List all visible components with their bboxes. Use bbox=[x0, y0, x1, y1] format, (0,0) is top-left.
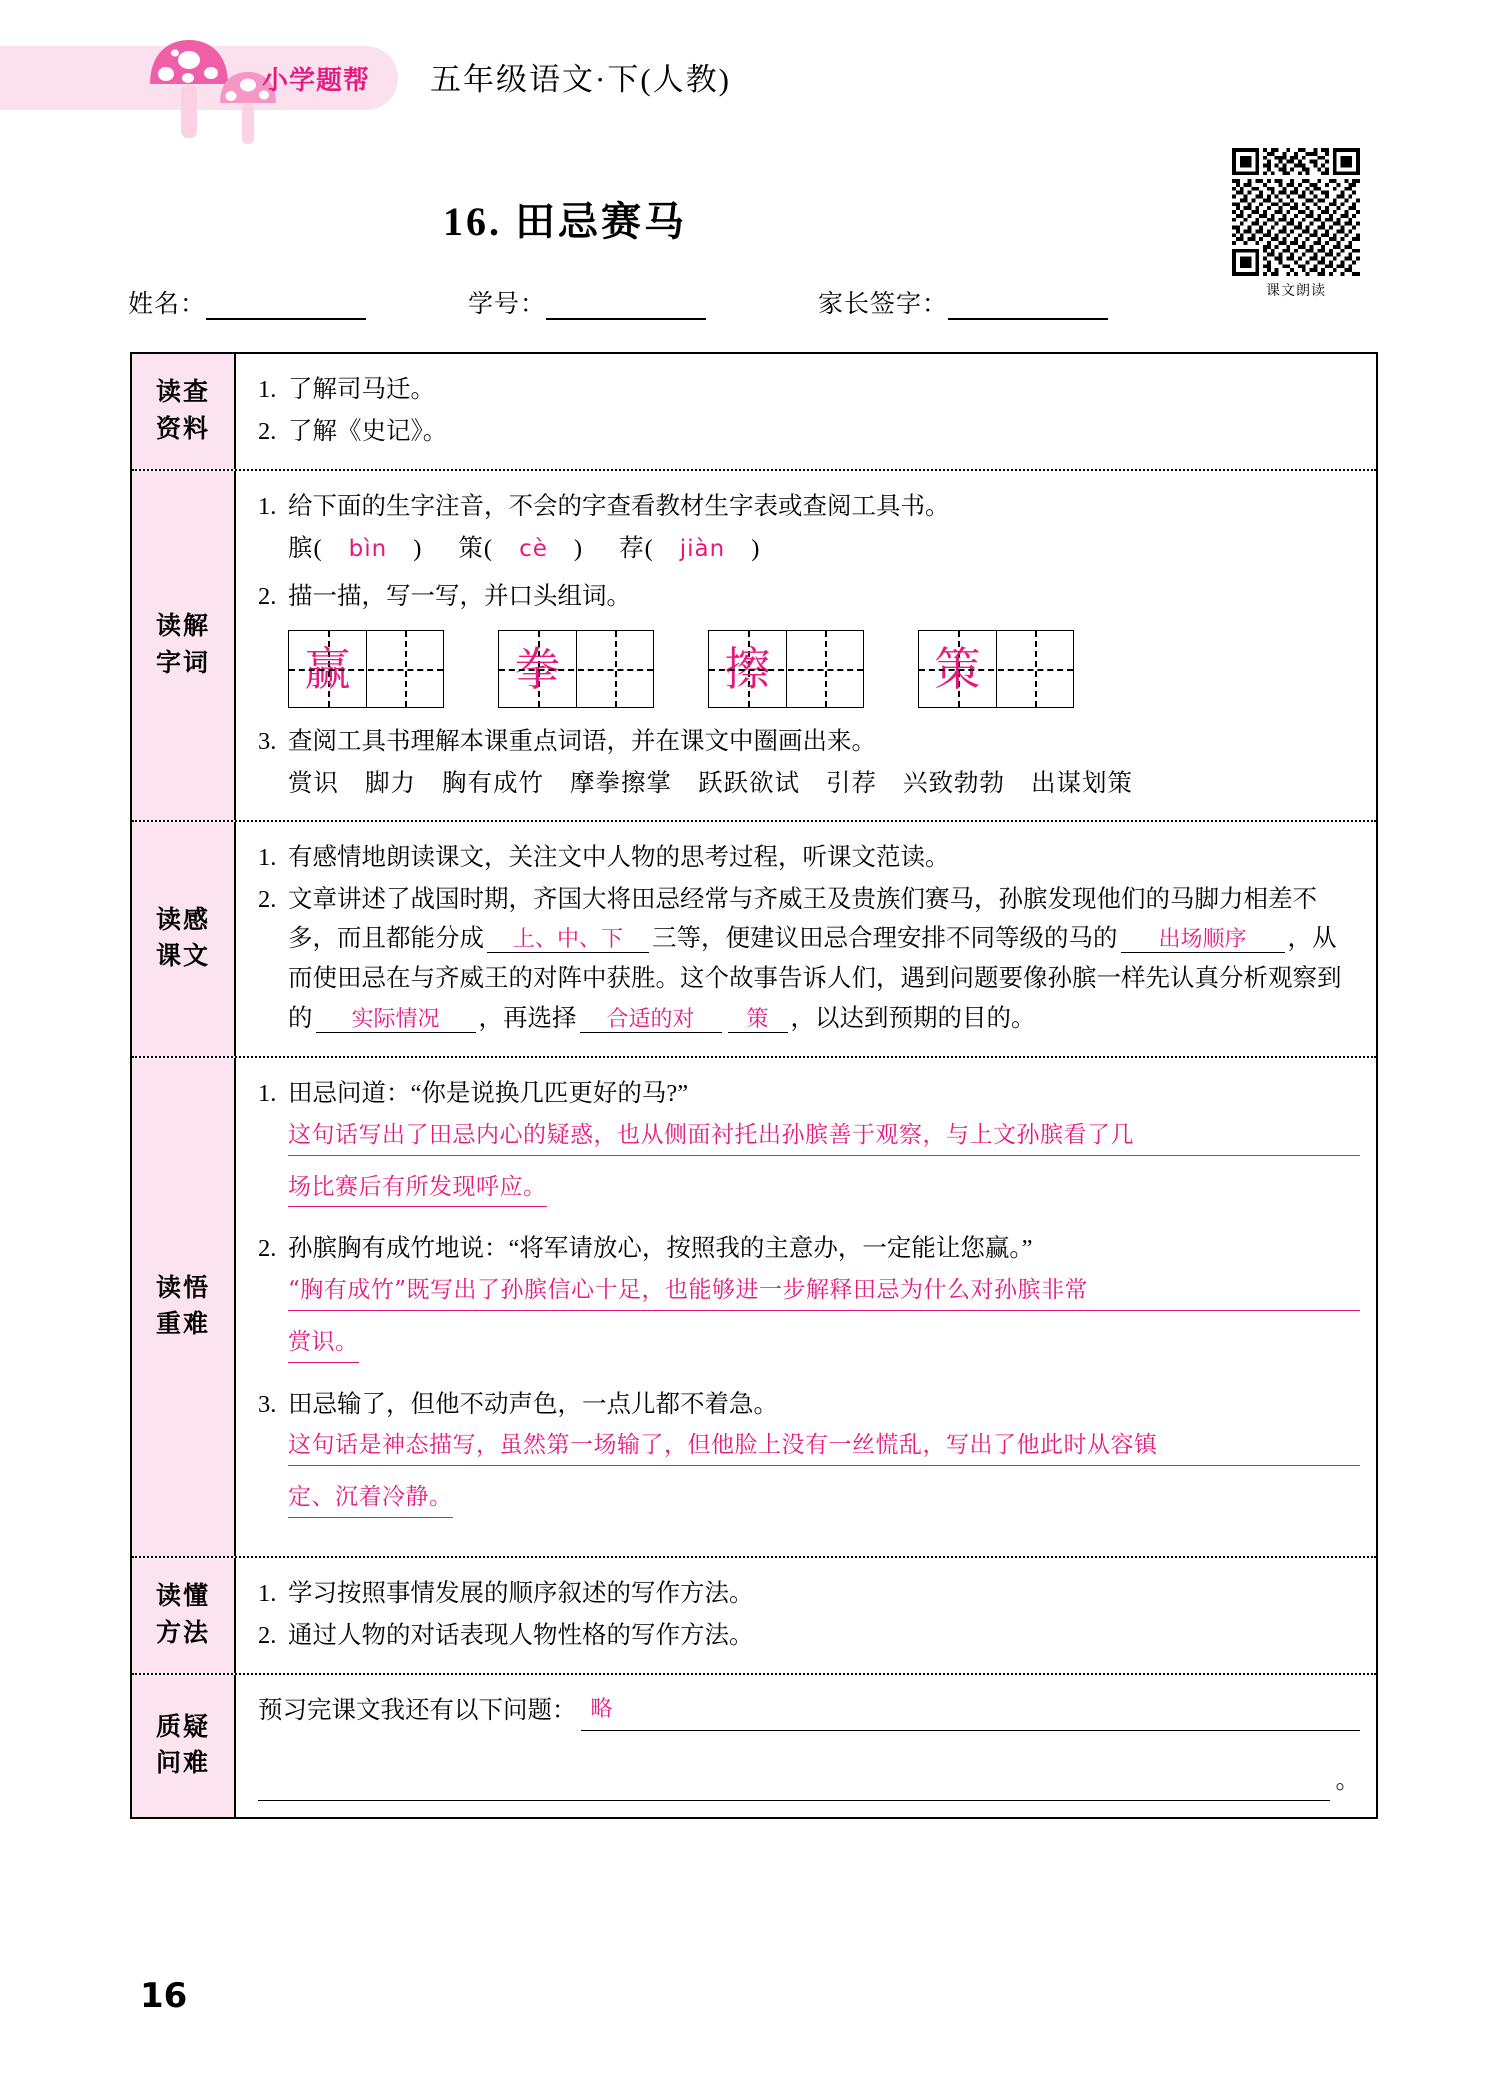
cloze-blank-2[interactable]: 出场顺序 bbox=[1121, 927, 1285, 953]
paren-open: ( bbox=[483, 535, 494, 563]
cloze-segment: ，以达到预期的目的。 bbox=[790, 1004, 1036, 1032]
cloze-paragraph bbox=[258, 880, 1360, 1039]
list-item bbox=[258, 577, 1360, 617]
item-number: 1. bbox=[258, 1579, 277, 1607]
section-label-line1: 质疑 bbox=[155, 1713, 210, 1741]
list-item bbox=[258, 487, 1360, 527]
section-label-line2: 问难 bbox=[155, 1749, 210, 1777]
qr-code-block[interactable] bbox=[1232, 148, 1360, 300]
pinyin-answer[interactable]: jiàn bbox=[679, 536, 726, 563]
answer-line[interactable]: 定、沉着冷静。 bbox=[288, 1483, 453, 1518]
item-number: 2. bbox=[258, 417, 277, 445]
name-input[interactable] bbox=[206, 318, 366, 320]
tianzige-grid[interactable] bbox=[918, 630, 1074, 708]
character-practice-grids bbox=[288, 630, 1360, 708]
parent-signature-input[interactable] bbox=[948, 318, 1108, 320]
pinyin-answer[interactable]: cè bbox=[519, 536, 548, 563]
cloze-segment: 三等，便建议田忌合理安排不同等级 bbox=[652, 925, 1044, 953]
worksheet-table bbox=[130, 352, 1378, 1819]
paren-close: ) bbox=[751, 535, 761, 563]
pinyin-char: 膑 bbox=[288, 535, 314, 563]
list-item bbox=[258, 1229, 1360, 1269]
key-word: 出谋划策 bbox=[1031, 770, 1133, 798]
list-item bbox=[258, 1574, 1360, 1614]
pinyin-answer[interactable]: bìn bbox=[348, 536, 388, 563]
section-label-line2: 课文 bbox=[155, 943, 210, 971]
section-label-line1: 读感 bbox=[155, 906, 210, 934]
end-punctuation: 。 bbox=[1335, 1766, 1360, 1794]
section-body-method bbox=[236, 1558, 1376, 1673]
student-number-field[interactable] bbox=[468, 284, 706, 320]
practice-character: 擦 bbox=[724, 642, 771, 697]
cloze-segment: 文章讲述了战国时期，齐国大将田忌经常与齐威王及贵族们赛马，孙膑发现他们的 bbox=[288, 885, 1170, 913]
answer-line[interactable]: 这句话是神态描写，虽然第一场输了，但他脸上没有一丝慌乱，写出了他此时从容镇 bbox=[288, 1431, 1360, 1466]
item-text: 通过人物的对话表现人物性格的写作方法。 bbox=[288, 1621, 754, 1649]
answer-line[interactable]: 这句话写出了田忌内心的疑惑，也从侧面衬托出孙膑善于观察，与上文孙膑看了几 bbox=[288, 1121, 1360, 1156]
section-label-method bbox=[132, 1558, 236, 1673]
answer-line[interactable]: “胸有成竹”既写出了孙膑信心十足，也能够进一步解释田忌为什么对孙膑非常 bbox=[288, 1276, 1360, 1311]
cloze-segment: ，再选择 bbox=[478, 1004, 577, 1032]
item-number: 3. bbox=[258, 1390, 277, 1418]
item-text: 查阅工具书理解本课重点词语，并在课文中圈画出来。 bbox=[288, 728, 876, 756]
paren-close: ) bbox=[573, 535, 584, 563]
section-research bbox=[132, 354, 1376, 471]
name-field[interactable] bbox=[128, 284, 366, 320]
qr-caption: 课文朗读 bbox=[1266, 284, 1326, 299]
key-word: 赏识 bbox=[288, 770, 339, 798]
section-label-vocab bbox=[132, 471, 236, 819]
tianzige-cell-blank bbox=[366, 631, 443, 707]
doubt-answer-row-2 bbox=[258, 1761, 1360, 1801]
item-number: 1. bbox=[258, 843, 277, 871]
section-label-research bbox=[132, 354, 236, 469]
item-text: 给下面的生字注音，不会的字查看教材生字表或查阅工具书。 bbox=[288, 493, 950, 521]
cloze-blank-3[interactable]: 实际情况 bbox=[316, 1007, 476, 1033]
student-number-label: 学号： bbox=[468, 291, 547, 318]
practice-character: 赢 bbox=[304, 642, 351, 697]
list-item bbox=[258, 722, 1360, 762]
cloze-segment: ，从而使田忌在与齐威王的对阵中获胜。这个故事告诉人们， bbox=[288, 925, 1337, 992]
key-words-list bbox=[288, 764, 1360, 804]
key-word: 引荐 bbox=[826, 770, 877, 798]
item-text: 描一描，写一写，并口头组词。 bbox=[288, 582, 631, 610]
section-feel bbox=[132, 822, 1376, 1058]
section-body-feel bbox=[236, 822, 1376, 1056]
item-text: 田忌问道：“你是说换几匹更好的马?” bbox=[288, 1080, 689, 1108]
parent-signature-label: 家长签字： bbox=[818, 291, 949, 318]
item-number: 2. bbox=[258, 885, 277, 913]
question-block bbox=[258, 1074, 1360, 1217]
key-word: 摩拳擦掌 bbox=[570, 770, 672, 798]
qr-code-icon[interactable] bbox=[1232, 148, 1360, 276]
item-text: 了解《史记》。 bbox=[288, 417, 448, 445]
logo-label: 小学题帮 bbox=[262, 66, 371, 96]
cloze-blank-1[interactable]: 上、中、下 bbox=[487, 927, 649, 953]
tianzige-grid[interactable] bbox=[498, 630, 654, 708]
item-text: 田忌输了，但他不动声色，一点儿都不着急。 bbox=[288, 1390, 778, 1418]
section-body-doubt bbox=[236, 1675, 1376, 1816]
student-info-row bbox=[128, 284, 1158, 324]
item-text: 有感情地朗读课文，关注文中人物的思考过程，听课文范读。 bbox=[288, 843, 950, 871]
cloze-blank-5[interactable]: 策 bbox=[728, 1007, 788, 1033]
tianzige-grid[interactable] bbox=[708, 630, 864, 708]
paren-open: ( bbox=[313, 535, 323, 563]
tianzige-cell bbox=[289, 631, 366, 707]
section-comprehend bbox=[132, 1058, 1376, 1558]
section-label-line2: 字词 bbox=[155, 649, 210, 677]
doubt-answer-line-1[interactable] bbox=[581, 1697, 1361, 1731]
section-vocab bbox=[132, 471, 1376, 821]
item-text: 孙膑胸有成竹地说：“将军请放心，按照我的主意办，一定能让您赢。” bbox=[288, 1235, 1033, 1263]
item-text: 学习按照事情发展的顺序叙述的写作方法。 bbox=[288, 1579, 754, 1607]
section-label-line2: 重难 bbox=[155, 1311, 210, 1339]
list-item bbox=[258, 370, 1360, 410]
parent-signature-field[interactable] bbox=[818, 284, 1108, 320]
section-body-research bbox=[236, 354, 1376, 469]
book-title: 五年级语文·下(人教) bbox=[430, 62, 731, 97]
paren-close: ) bbox=[413, 535, 423, 563]
doubt-answer-line-2[interactable] bbox=[258, 1772, 1330, 1801]
tianzige-cell bbox=[709, 631, 786, 707]
item-number: 2. bbox=[258, 582, 277, 610]
doubt-prompt-label: 预习完课文我还有以下问题： bbox=[258, 1697, 577, 1725]
section-label-line1: 读解 bbox=[155, 613, 210, 641]
section-label-line1: 读查 bbox=[155, 379, 210, 407]
item-number: 2. bbox=[258, 1235, 277, 1263]
question-block bbox=[258, 1229, 1360, 1372]
question-block bbox=[258, 1385, 1360, 1528]
tianzige-cell-blank bbox=[786, 631, 863, 707]
cloze-text bbox=[288, 880, 1360, 1039]
section-method bbox=[132, 1558, 1376, 1675]
section-body-vocab bbox=[236, 471, 1376, 819]
section-label-line2: 资料 bbox=[155, 415, 210, 443]
cloze-segment: 的马的 bbox=[1044, 925, 1118, 953]
pinyin-exercise bbox=[288, 529, 1360, 569]
tianzige-cell bbox=[919, 631, 996, 707]
cloze-segment: 遇到问题要像孙膑一样先认真分析观察到的 bbox=[288, 964, 1342, 1032]
key-word: 跃跃欲试 bbox=[698, 770, 800, 798]
page-header bbox=[0, 46, 1506, 110]
section-label-doubt bbox=[132, 1675, 236, 1816]
list-item bbox=[258, 1616, 1360, 1656]
page-number: 16 bbox=[140, 1976, 188, 2016]
cloze-blank-4[interactable]: 合适的对 bbox=[580, 1007, 722, 1033]
section-body-comprehend bbox=[236, 1058, 1376, 1556]
list-item bbox=[258, 412, 1360, 452]
section-label-line1: 读悟 bbox=[155, 1274, 210, 1302]
item-number: 2. bbox=[258, 1621, 277, 1649]
item-number: 3. bbox=[258, 728, 277, 756]
list-item bbox=[258, 1385, 1360, 1425]
tianzige-cell-blank bbox=[996, 631, 1073, 707]
section-label-line1: 读懂 bbox=[155, 1583, 210, 1611]
list-item bbox=[258, 838, 1360, 878]
section-label-comprehend bbox=[132, 1058, 236, 1556]
answer-line[interactable]: 场比赛后有所发现呼应。 bbox=[288, 1173, 547, 1208]
key-word: 脚力 bbox=[365, 770, 416, 798]
item-number: 1. bbox=[258, 493, 277, 521]
cloze-segment: 马脚力相差不多，而且都能分成 bbox=[288, 885, 1317, 953]
item-number: 1. bbox=[258, 376, 277, 403]
tianzige-cell-blank bbox=[576, 631, 653, 707]
practice-character: 拳 bbox=[514, 642, 561, 697]
answer-line[interactable]: 赏识。 bbox=[288, 1328, 359, 1363]
pinyin-char: 策 bbox=[458, 535, 484, 563]
key-word: 胸有成竹 bbox=[442, 770, 544, 798]
key-word: 兴致勃勃 bbox=[903, 770, 1005, 798]
section-label-line2: 方法 bbox=[155, 1619, 210, 1647]
page-title: 16. 田忌赛马 bbox=[443, 199, 687, 244]
student-number-input[interactable] bbox=[546, 318, 706, 320]
paren-open: ( bbox=[644, 535, 654, 563]
pinyin-char: 荐 bbox=[619, 535, 645, 563]
item-text: 了解司马迁。 bbox=[288, 376, 435, 403]
list-item bbox=[258, 1074, 1360, 1114]
tianzige-grid[interactable] bbox=[288, 630, 444, 708]
tianzige-cell bbox=[499, 631, 576, 707]
section-doubt bbox=[132, 1675, 1376, 1816]
item-number: 1. bbox=[258, 1080, 277, 1108]
doubt-answer-text: 略 bbox=[590, 1697, 613, 1723]
doubt-prompt-row bbox=[258, 1691, 1360, 1731]
section-label-feel bbox=[132, 822, 236, 1056]
name-label: 姓名： bbox=[128, 291, 207, 318]
practice-character: 策 bbox=[934, 642, 981, 697]
